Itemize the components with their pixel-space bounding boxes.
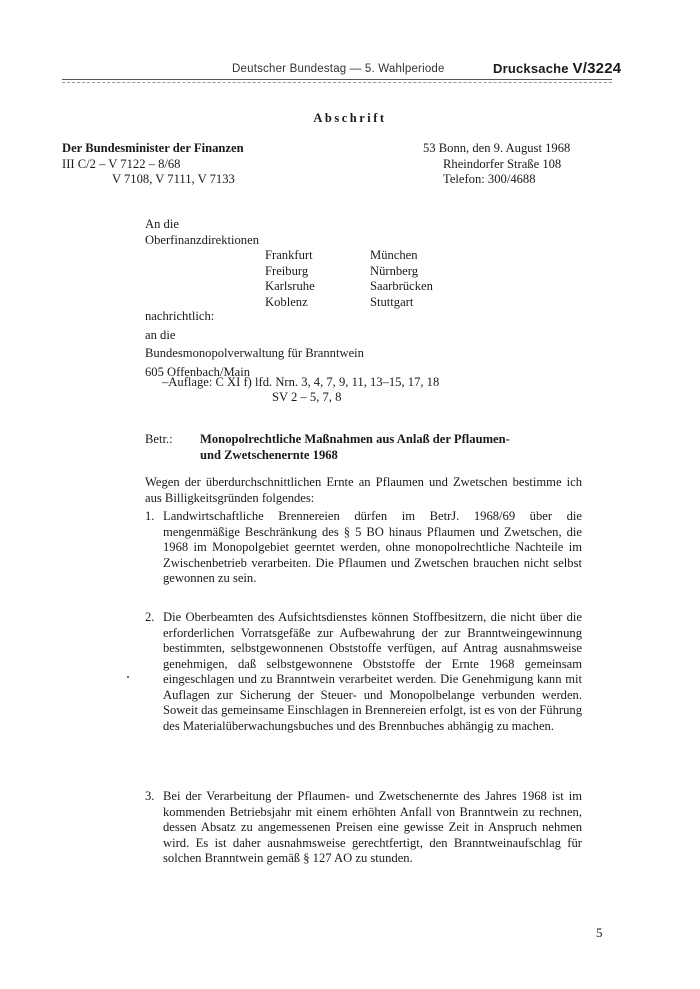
item-number: 1.: [145, 509, 155, 523]
city: München: [370, 248, 418, 262]
list-item: [145, 610, 582, 734]
city: Stuttgart: [370, 294, 414, 309]
cities-column-2: [370, 248, 433, 310]
street-line: Rheindorfer Straße 108: [443, 156, 562, 171]
sender-ref-1: III C/2 – V 7122 – 8/68: [62, 156, 181, 171]
city: Freiburg: [265, 263, 309, 278]
subject-line-2: und Zwetschenernte 1968: [200, 447, 338, 462]
auflage-line-1: –Auflage: C XI f) lfd. Nrn. 3, 4, 7, 9, 11, 13–15, 17, 18: [162, 375, 440, 389]
drucksache-label-text: Drucksache: [493, 61, 569, 76]
nachrichtlich-label: nachrichtlich:: [145, 309, 215, 323]
city: Saarbrücken: [370, 279, 433, 293]
an-die: an die: [145, 327, 176, 342]
copy-recipient-block: [145, 309, 364, 380]
header-rule: [62, 79, 612, 80]
date-line: 53 Bonn, den 9. August 1968: [423, 141, 571, 155]
header-publication: Deutscher Bundestag — 5. Wahlperiode: [232, 63, 445, 75]
subject-line-1: Monopolrechtliche Maßnahmen aus Anlaß der Pflaumen-: [200, 432, 510, 446]
item-number: 2.: [145, 610, 155, 624]
date-block: [423, 141, 570, 188]
subject-block: [145, 432, 585, 463]
list-item: [145, 789, 582, 867]
header-rule-secondary: [62, 82, 612, 83]
sender-block: [62, 141, 244, 188]
cities-column-1: [265, 248, 315, 310]
sender-ref-2: V 7108, V 7111, V 7133: [112, 172, 235, 186]
city: Koblenz: [265, 294, 308, 309]
drucksache-number: V/3224: [572, 60, 622, 77]
item-number: 3.: [145, 789, 155, 803]
addressee-block: [145, 217, 259, 248]
item-text: Landwirtschaftliche Brennereien dürfen im BetrJ. 1968/69 über die mengenmäßige Beschränkung des § 5 BO hinaus Pflaumen und Zwetschen, die 1968 im Monopolgebiet geerntet werden, ohne monopolrechtliche Nachteile im Zwischenbetrieb verarbeiten. Die Pflaumen und Zwetschen brauchen nicht selbst gewonnen zu sein.: [163, 509, 582, 585]
offenbach-address: 605 Offenbach/Main: [145, 364, 251, 379]
sender-name: Der Bundesminister der Finanzen: [62, 141, 244, 155]
item-text: Die Oberbeamten des Aufsichtsdienstes können Stoffbesitzern, die nicht über die erforderlichen Vorratsgefäße zur Aufbewahrung der zur Branntweingewinnung bestimmten, selbstgewonnenen Obststoffe verfügen, auf Antrag ausnahmsweise genehmigen, daß selbstgewonnene Obststoffe der Ernte 1968 gemeinsam eingeschlagen und zu Branntwein verarbeitet werden. Die Genehmigung kann mit Auflagen zur Sicherung der Steuer- und Monopolbelange verbunden werden. Soweit das gemeinsame Einschlagen in Brennereien erfolgt, ist es von der Führung des Materialüberwachungsbuches und des Brennbuches abhängig zu machen.: [163, 610, 582, 733]
item-text: Bei der Verarbeitung der Pflaumen- und Zwetschenernte des Jahres 1968 ist im kommenden Betriebsjahr mit einem erhöhten Anfall von Branntwein zu rechnen, dessen Absatz zu angemessenen Preisen eine gewisse Zeit in Anspruch nehmen wird. Es ist daher ausnahmsweise gerechtfertigt, den Branntweinaufschlag für solchen Branntwein gemäß § 127 AO zu stunden.: [163, 789, 582, 865]
city: Frankfurt: [265, 248, 313, 262]
margin-dot: [127, 676, 129, 678]
drucksache-label: [493, 61, 621, 77]
monopoly-administration: Bundesmonopolverwaltung für Branntwein: [145, 346, 364, 360]
list-item: [145, 509, 582, 587]
addressee-line-1: An die: [145, 217, 179, 231]
phone-line: Telefon: 300/4688: [443, 172, 536, 186]
page-number: 5: [596, 925, 603, 940]
auflage-line-2: SV 2 – 5, 7, 8: [272, 390, 342, 404]
subject-label: Betr.:: [145, 432, 173, 446]
document-title: Abschrift: [313, 111, 387, 125]
city: Karlsruhe: [265, 279, 315, 293]
city: Nürnberg: [370, 263, 419, 278]
intro-paragraph: Wegen der überdurchschnittlichen Ernte an Pflaumen und Zwetschen bestimme ich aus Billigkeitsgründen folgendes:: [145, 475, 582, 505]
addressee-line-2: Oberfinanzdirektionen: [145, 232, 259, 247]
